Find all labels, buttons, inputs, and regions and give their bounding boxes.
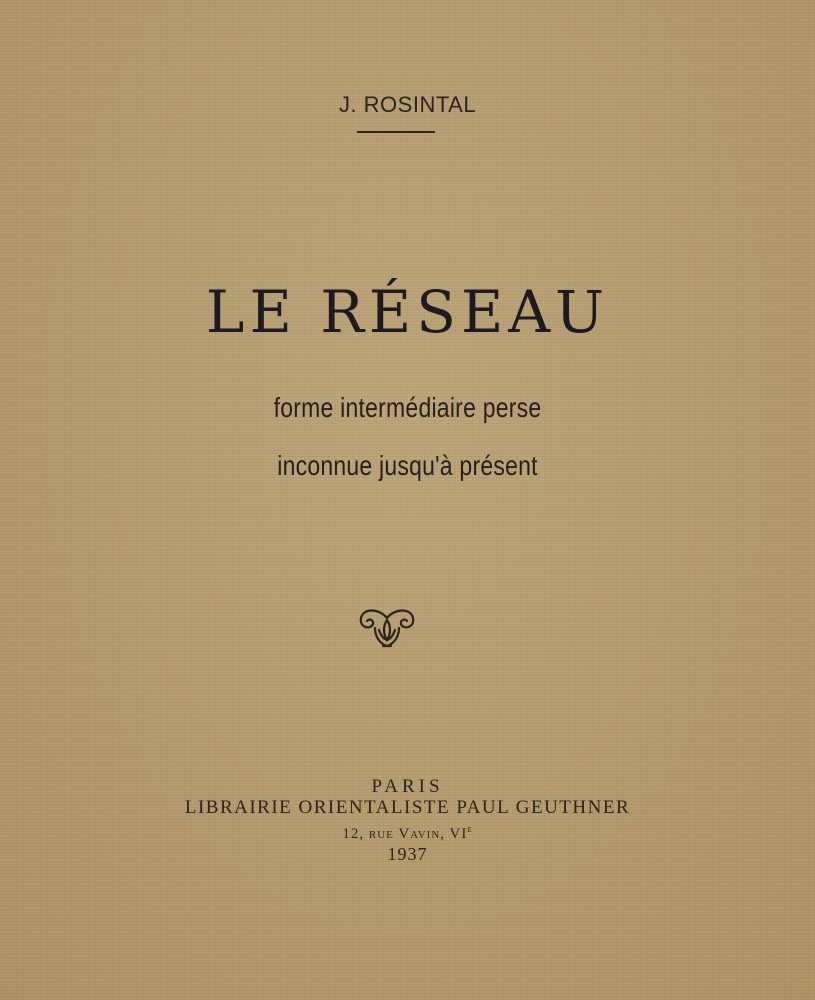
subtitle-line-2: inconnue jusqu'à présent xyxy=(277,450,538,481)
imprint-address-text: 12, rue Vavin, VI xyxy=(342,826,468,842)
fleuron-ornament-icon xyxy=(357,606,417,650)
imprint-year: 1937 xyxy=(387,844,428,864)
book-title: LE RÉSEAU xyxy=(205,278,610,346)
author-name: J. ROSINTAL xyxy=(338,92,477,117)
imprint-publisher: LIBRAIRIE ORIENTALISTE PAUL GEUTHNER xyxy=(184,797,631,818)
subtitle-line-1: forme intermédiaire perse xyxy=(273,392,542,423)
imprint-city: PARIS xyxy=(371,776,444,797)
imprint-address-superscript: e xyxy=(467,824,473,835)
author-underline-rule xyxy=(357,131,435,133)
imprint-address xyxy=(0,824,815,843)
